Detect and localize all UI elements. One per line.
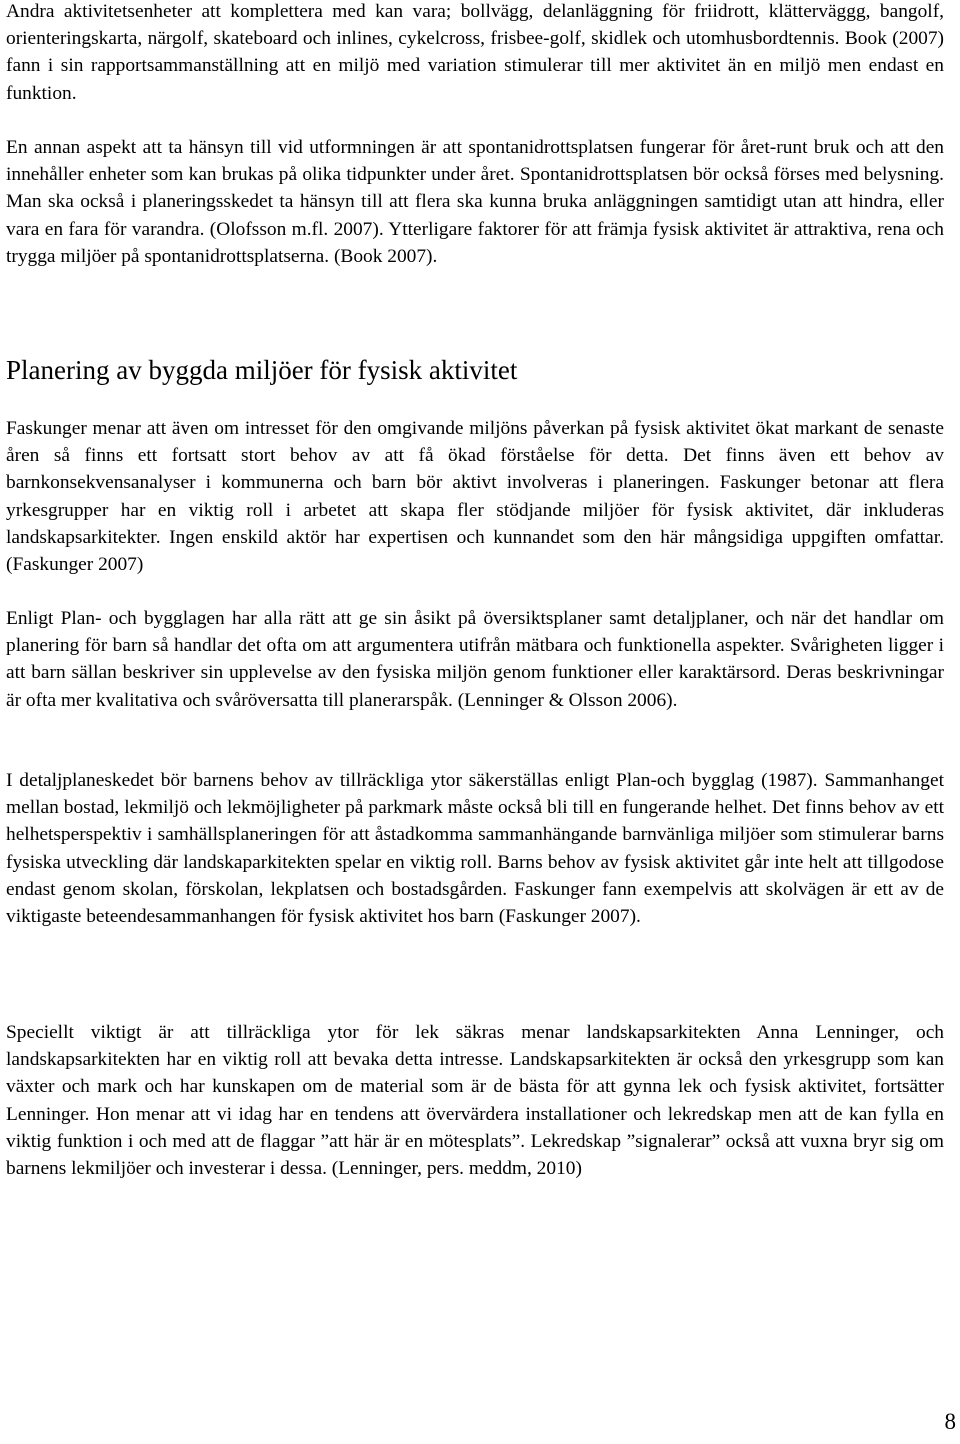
paragraph-year-round-use: En annan aspekt att ta hänsyn till vid utformningen är att spontanidrottsplatsen fungerar för året-runt bruk och att den innehåller enheter som kan brukas på olika tidpunkter under året. Spontanidrottsplatsen bör också förses med belysning. Man ska också i planeringsskedet ta hänsyn till att flera ska kunna bruka anläggningen samtidigt utan att hindra, eller vara en fara för varandra. (Olofsson m.fl. 2007). Ytterligare faktorer för att främja fysisk aktivitet är attraktiva, rena och trygga miljöer på spontanidrottsplatserna. (Book 2007). — [6, 137, 944, 267]
paragraph-faskunger: Faskunger menar att även om intresset för den omgivande miljöns påverkan på fysisk aktivitet ökat markant de senaste åren så finns ett fortsatt stort behov av att få ökad förståelse för detta. Det finns även ett behov av barnkonsekvensanalyser i kommunerna och barn bör aktivt involveras i planeringen. Faskunger betonar att flera yrkesgrupper har en viktig roll i arbetet att skapa fler stödjande miljöer för fysisk aktivitet, där inkluderas landskapsarkitekter. Ingen enskild aktör har expertisen och kunnandet som den här mångsidiga uppgiften omfattar. (Faskunger 2007) — [6, 418, 944, 576]
paragraph-activity-units: Andra aktivitetsenheter att komplettera med kan vara; bollvägg, delanläggning för friidrott, klätterväggg, bangolf, orienteringskarta, närgolf, skateboard och inlines, cykelcross, frisbee-golf, skidlek och utomhusbordtennis. Book (2007) fann i sin rapportsammanställning att en miljö med variation stimulerar till mer aktivitet än en miljö men endast en funktion. — [6, 1, 944, 104]
paragraph-detaljplaneskedet: I detaljplaneskedet bör barnens behov av tillräckliga ytor säkerställas enligt Plan-och bygglag (1987). Sammanhanget mellan bostad, lekmiljö och lekmöjligheter på parkmark måste också bli till en fungerande helhet. Det finns behov av ett helhetsperspektiv i samhällsplaneringen för att åstadkomma sammanhängande barnvänliga miljöer som stimulerar barns fysiska utveckling där landskaparkitekten spelar en viktig roll. Barns behov av fysisk aktivitet går inte helt att tillgodose endast genom skolan, förskolan, lekplatsen och bostadsgården. Faskunger fann exempelvis att skolvägen är ett av de viktigaste beteendesammanhangen för fysisk aktivitet hos barn (Faskunger 2007). — [6, 770, 944, 928]
page-number: 8 — [944, 1409, 956, 1434]
paragraph-lenninger: Speciellt viktigt är att tillräckliga ytor för lek säkras menar landskapsarkitekten Anna Lenninger, och landskapsarkitekten har en viktig roll att bevaka detta intresse. Landskapsarkitekten är också den yrkesgrupp som kan växter och mark och har kunskapen om de material som är de bästa för att gynna lek och fysisk aktivitet, fortsätter Lenninger. Hon menar att vi idag har en tendens att övervärdera installationer och lekredskap men att de kan fylla en viktig funktion i och med att de flaggar ”att här är en mötesplats”. Lekredskap ”signalerar” också att vuxna bryr sig om barnens lekmiljöer och investerar i dessa. (Lenninger, pers. meddm, 2010) — [6, 1022, 944, 1180]
paragraph-plan-bygglagen: Enligt Plan- och bygglagen har alla rätt att ge sin åsikt på översiktsplaner samt detaljplaner, och när det handlar om planering för barn så handlar det ofta om att argumentera utifrån mätbara och funktionella aspekter. Svårigheten ligger i att barn sällan beskriver sin upplevelse av den fysiska miljön genom funktioner eller karaktärsord. Deras beskrivningar är ofta mer kvalitativa och svåröversatta till planerarspåk. (Lenninger & Olsson 2006). — [6, 608, 944, 711]
section-heading: Planering av byggda miljöer för fysisk aktivitet — [6, 355, 518, 385]
